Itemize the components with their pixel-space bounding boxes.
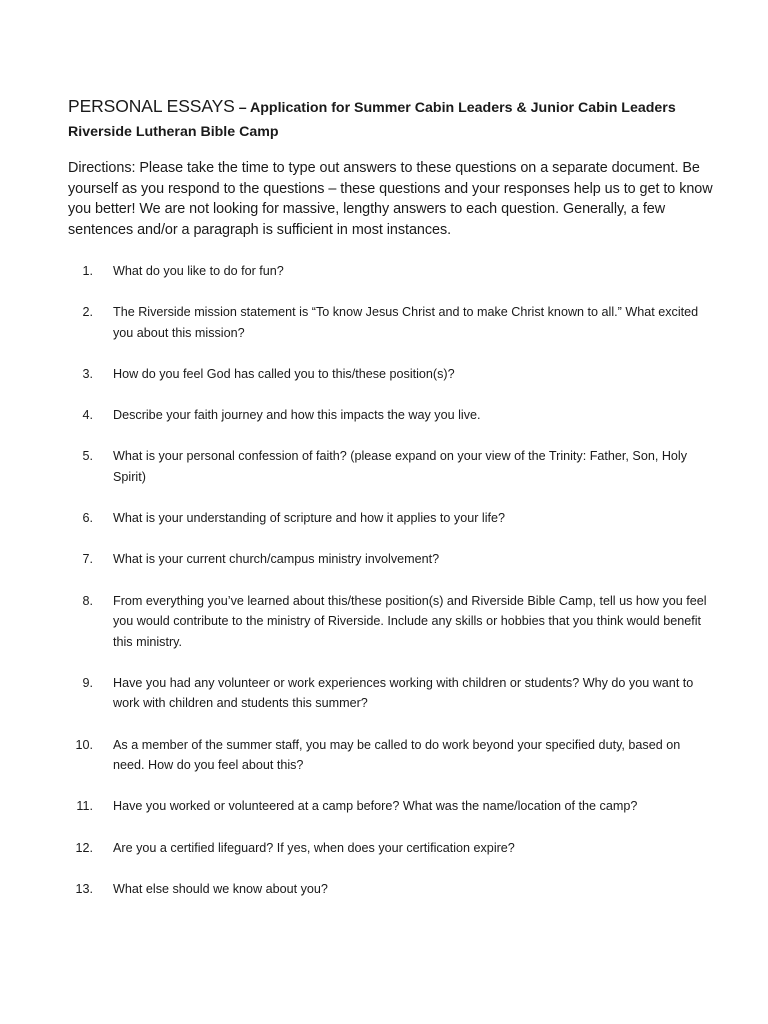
question-text: As a member of the summer staff, you may be called to do work beyond your specified duty, based on need. How do you feel about this? [113, 737, 681, 773]
question-number: 5. [82, 449, 93, 464]
question-text: How do you feel God has called you to this/these position(s)? [113, 366, 455, 381]
document-title [68, 94, 708, 120]
question-number: 8. [82, 593, 93, 608]
question-text: Have you worked or volunteered at a camp before? What was the name/location of the camp? [113, 799, 638, 814]
title-rest: – Application for Summer Cabin Leaders & Junior Cabin Leaders [234, 100, 676, 116]
question-number: 1. [82, 264, 93, 278]
question-text: What is your current church/campus ministry involvement? [113, 552, 440, 567]
question-number: 11. [76, 799, 93, 814]
question-text: From everything you’ve learned about this/these position(s) and Riverside Bible Camp, tell us how you feel you would contribute to the ministry of Riverside. Include any skills or hobbies that you think would benefit this ministry. [113, 593, 707, 649]
question-text: Describe your faith journey and how this impacts the way you live. [113, 408, 481, 423]
question-text: Are you a certified lifeguard? If yes, when does your certification expire? [113, 840, 515, 855]
question-item [68, 838, 708, 859]
question-item [68, 405, 708, 426]
question-number: 7. [82, 552, 93, 567]
question-number: 10. [75, 737, 93, 752]
question-item [68, 591, 708, 653]
questions-list [68, 261, 708, 920]
question-number: 9. [82, 675, 93, 690]
question-item [68, 673, 708, 714]
document-header [68, 94, 708, 144]
question-text: What is your personal confession of faith? (please expand on your view of the Trinity: Father, Son, Holy Spirit) [113, 449, 688, 484]
question-number: 13. [75, 881, 93, 896]
question-item [68, 735, 708, 776]
question-item [68, 508, 708, 529]
question-text: Have you had any volunteer or work experiences working with children or students? Why do you want to work with children and students this summer? [113, 675, 694, 711]
question-item [68, 446, 708, 487]
question-text: The Riverside mission statement is “To know Jesus Christ and to make Christ known to all.” What excited you about this mission? [113, 305, 699, 340]
directions-paragraph: Directions: Please take the time to type out answers to these questions on a separate document. Be yourself as you respond to the questions – these questions and your responses help us to get to know you better! We are not looking for massive, lengthy answers to each question. Generally, a few sentences and/or a paragraph is sufficient in most instances. [68, 160, 713, 238]
question-number: 3. [82, 366, 93, 381]
question-item [68, 796, 708, 817]
question-text: What is your understanding of scripture and how it applies to your life? [113, 511, 506, 526]
question-text: What else should we know about you? [113, 881, 328, 896]
title-main: PERSONAL ESSAYS [68, 96, 235, 116]
question-item [68, 549, 708, 570]
question-number: 12. [75, 840, 93, 855]
question-number: 6. [82, 511, 93, 526]
question-number: 4. [82, 408, 93, 423]
question-text: What do you like to do for fun? [113, 264, 284, 278]
question-item [68, 879, 708, 900]
question-item [68, 302, 708, 343]
question-item [68, 364, 708, 385]
document-subtitle: Riverside Lutheran Bible Camp [68, 124, 279, 140]
question-number: 2. [82, 305, 93, 320]
question-item [68, 261, 708, 282]
